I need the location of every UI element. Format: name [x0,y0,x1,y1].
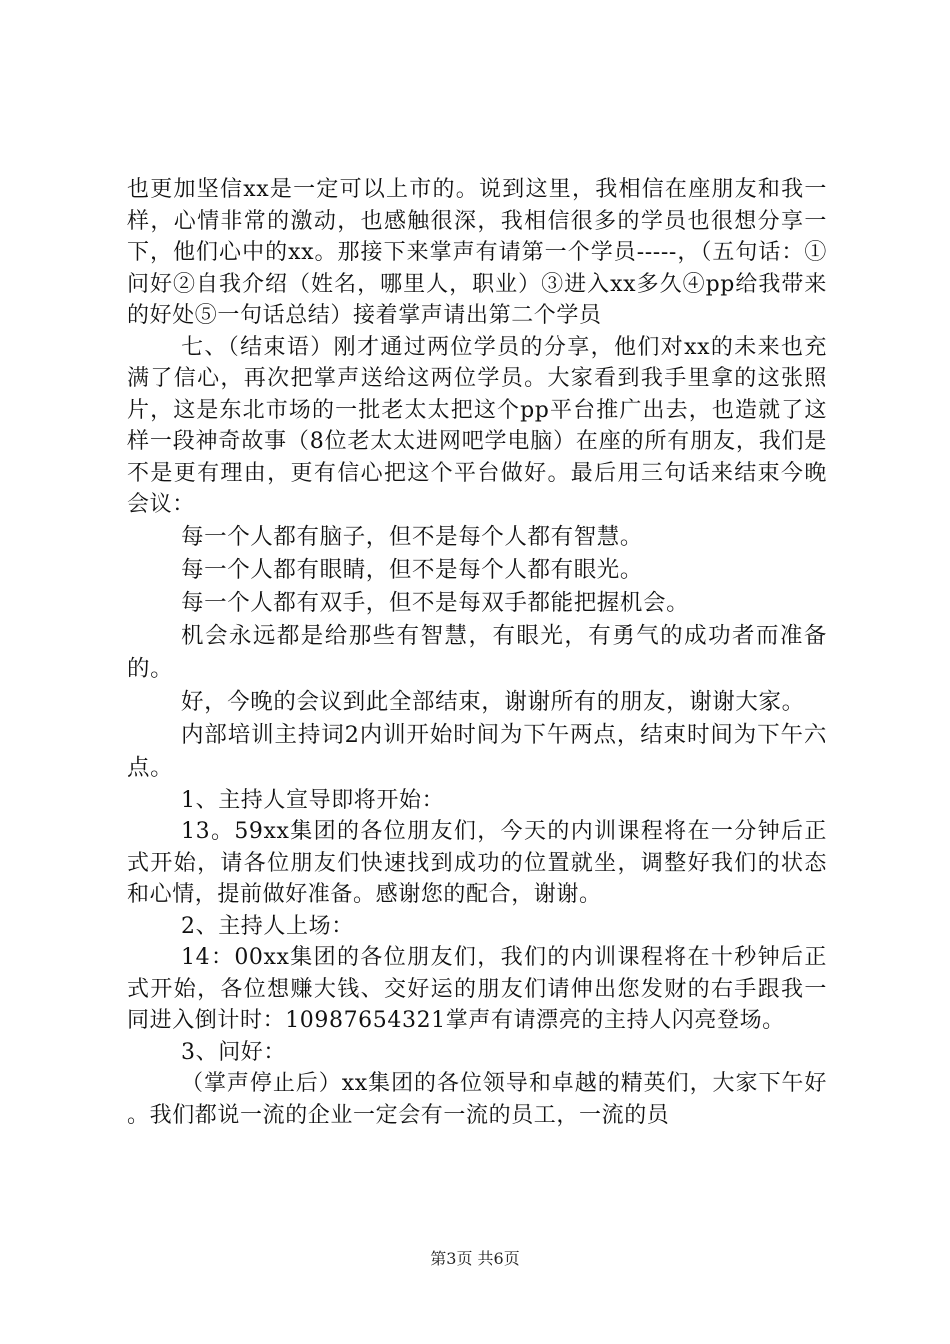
paragraph-greeting: （掌声停止后）xx集团的各位领导和卓越的精英们，大家下午好。我们都说一流的企业一定会有一流的员工，一流的员 [127,1071,827,1128]
quote-line-2: 每一个人都有眼睛，但不是每个人都有眼光。 [181,556,644,583]
paragraph-one-minute: 13。59xx集团的各位朋友们，今天的内训课程将在一分钟后正式开始，请各位朋友们快速找到成功的位置就坐，调整好我们的状态和心情，提前做好准备。感谢您的配合，谢谢。 [127,819,827,907]
document-body [127,174,827,1131]
paragraph-meeting-end: 好，今晚的会议到此全部结束，谢谢所有的朋友，谢谢大家。 [181,688,805,715]
quote-line-1: 每一个人都有脑子，但不是每个人都有智慧。 [181,523,644,550]
heading-host-entrance: 2、主持人上场： [181,913,354,939]
quote-line-3: 每一个人都有双手，但不是每双手都能把握机会。 [181,589,690,616]
heading-host-announcement: 1、主持人宣导即将开始： [181,787,445,813]
heading-greeting: 3、问好： [181,1039,286,1065]
paragraph-closing-remarks: 七、（结束语）刚才通过两位学员的分享，他们对xx的未来也充满了信心，再次把掌声送给这两位学员。大家看到我手里拿的这张照片，这是东北市场的一批老太太把这个pp平台推广出去，也造就了这样一段神奇故事（8位老太太进网吧学电脑）在座的所有朋友，我们是不是更有理由，更有信心把这个平台做好。最后用三句话来结束今晚会议： [127,334,827,517]
page-footer: 第3页 共6页 [430,1249,520,1268]
paragraph-training-time: 内部培训主持词2内训开始时间为下午两点，结束时间为下午六点。 [127,721,827,781]
paragraph-opportunity: 机会永远都是给那些有智慧，有眼光，有勇气的成功者而准备的。 [127,622,827,682]
paragraph-countdown: 14：00xx集团的各位朋友们，我们的内训课程将在十秒钟后正式开始，各位想赚大钱、交好运的朋友们请伸出您发财的右手跟我一同进入倒计时：10987654321掌声有请漂亮的主持人闪亮登场。 [127,945,827,1033]
paragraph-continuation: 也更加坚信xx是一定可以上市的。说到这里，我相信在座朋友和我一样，心情非常的激动，也感触很深，我相信很多的学员也很想分享一下，他们心中的xx。那接下来掌声有请第一个学员-----，（五句话：①问好②自我介绍（姓名，哪里人，职业）③进入xx多久④pp给我带来的好处⑤一句话总结）接着掌声请出第二个学员 [127,177,827,328]
